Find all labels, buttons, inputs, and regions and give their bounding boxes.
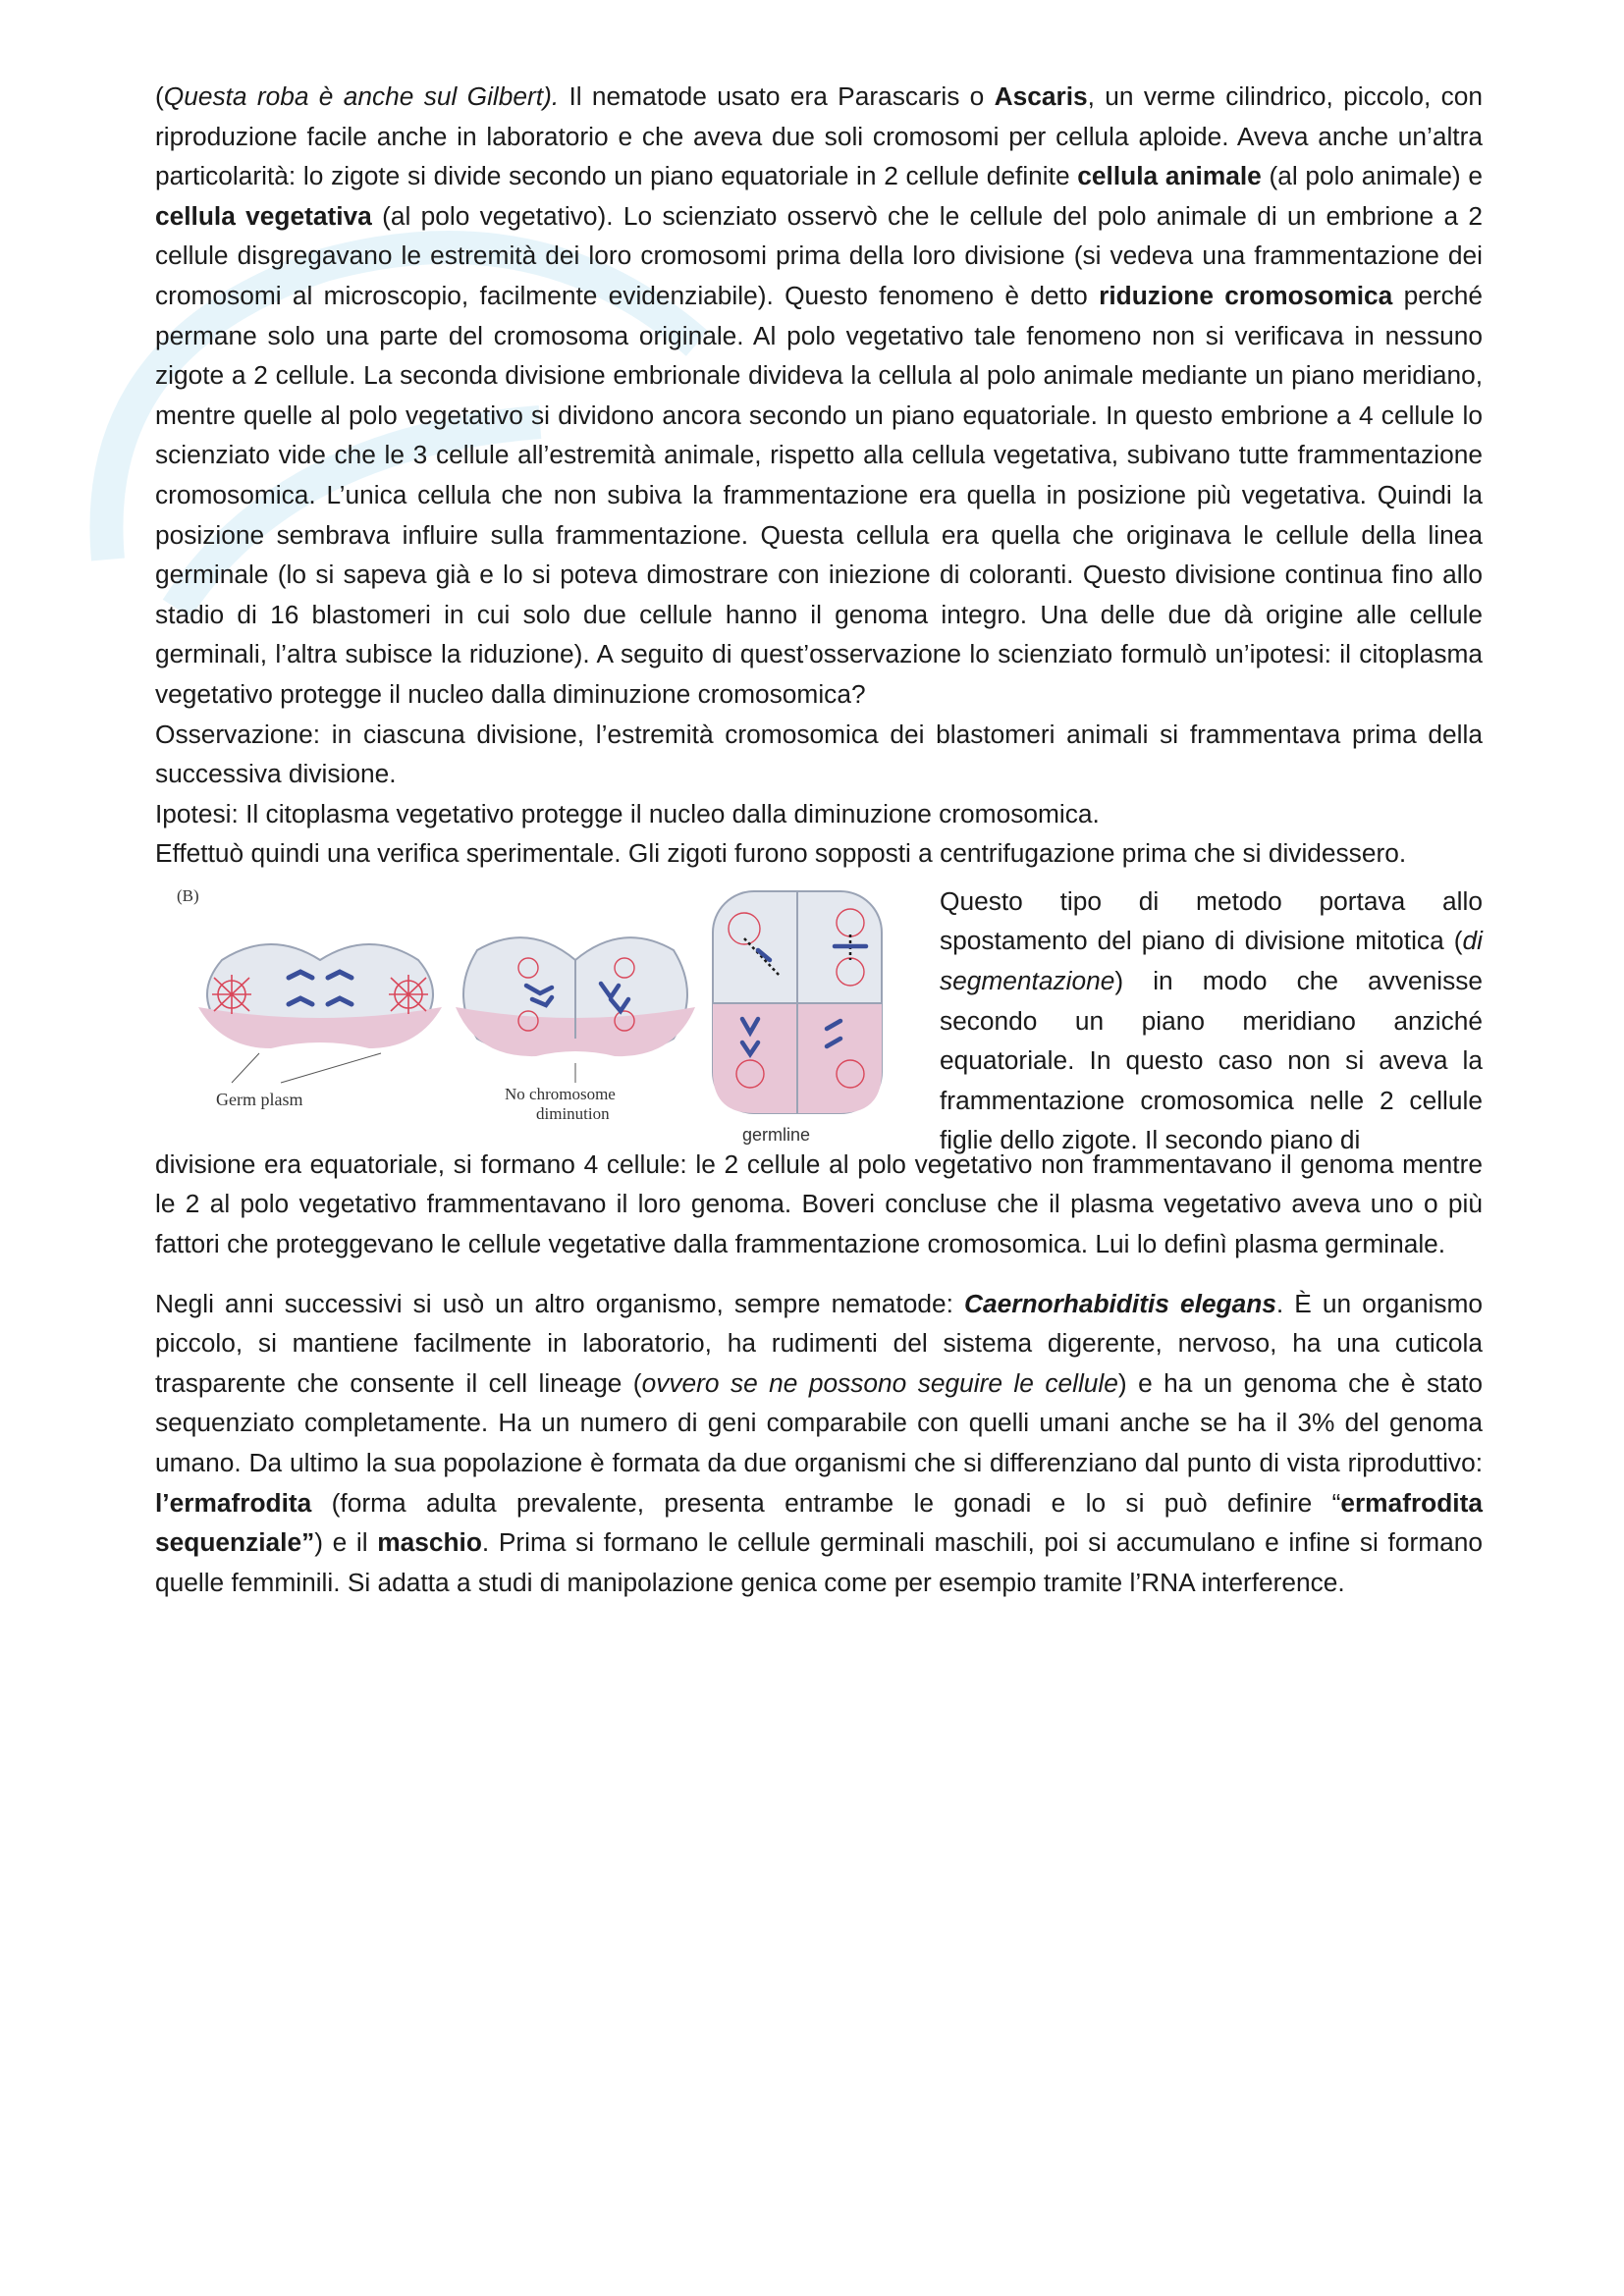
paragraph-ipotesi: Ipotesi: Il citoplasma vegetativo protegge il nucleo dalla diminuzione cromosomica.: [155, 798, 1100, 828]
figure-panel-label: (B): [177, 885, 199, 905]
zygote-diagram: [198, 944, 442, 1109]
label-germline: germline: [742, 1124, 811, 1145]
two-cell-diagram: [456, 937, 695, 1123]
figure-side-text: [940, 881, 1483, 1160]
paragraph-metodo: Questo tipo di metodo portava allo spostamento del piano di divisione mitotica (di segmentazione) in modo che avvenisse secondo un piano meridiano anziché equatoriale. In questo caso non si aveva la frammentazione cromosomica nelle 2 cellule figlie dello zigote. Il secondo piano di: [940, 885, 1483, 1155]
germ-plasm-figure: [163, 881, 890, 1145]
paragraph-ascaris: (Questa roba è anche sul Gilbert). Il nematode usato era Parascaris o Ascaris, un verme cilindrico, piccolo, con riproduzione facile anche in laboratorio e che aveva due soli cromosomi per cellula aploide. Aveva anche un’altra particolarità: lo zigote si divide secondo un piano equatoriale in 2 cellule definite cellula animale (al polo animale) e cellula vegetativa (al polo vegetativo). Lo scienziato osservò che le cellule del polo animale di un embrione a 2 cellule disgregavano le estremità dei loro cromosomi prima della loro divisione (si vedeva una frammentazione dei cromosomi al microscopio, facilmente evidenziabile). Questo fenomeno è detto riduzione cromosomica perché permane solo una parte del cromosoma originale. Al polo vegetativo tale fenomeno non si verificava in nessuno zigote a 2 cellule. La seconda divisione embrionale divideva la cellula al polo animale mediante un piano meridiano, mentre quelle al polo vegetativo si dividono ancora secondo un piano equatoriale. In questo embrione a 4 cellule lo scienziato vide che le 3 cellule all’estremità animale, rispetto alla cellula vegetativa, subivano tutte frammentazione cromosomica. L’unica cellula che non subiva la frammentazione era quella in posizione più vegetativa. Quindi la posizione sembrava influire sulla frammentazione. Questa cellula era quella che originava le cellule della linea germinale (lo si sapeva già e lo si poteva dimostrare con iniezione di coloranti. Questo divisione continua fino allo stadio di 16 blastomeri in cui solo due cellule hanno il genoma integro. Una delle due dà origine alle cellule germinali, l’altra subisce la riduzione). A seguito di quest’osservazione lo scienziato formulò un’ipotesi: il citoplasma vegetativo protegge il nucleo dalla diminuzione cromosomica?: [155, 81, 1484, 709]
paragraph-c-elegans: Negli anni successivi si usò un altro organismo, sempre nematode: Caernorhabiditis elegans. È un organismo piccolo, si mantiene facilmente in laboratorio, ha rudimenti del sistema digerente, nervoso, ha una cuticola trasparente che consente il cell lineage (ovvero se ne possono seguire le cellule) e ha un genoma che è stato sequenziato completamente. Ha un numero di geni comparabile con quelli umani anche se ha il 3% del genoma umano. Da ultimo la sua popolazione è formata da due organismi che si differenziano dal punto di vista riproduttivo: l’ermafrodita (forma adulta prevalente, presenta entrambe le gonadi e lo si può definire “ermafrodita sequenziale”) e il maschio. Prima si formano le cellule germinali maschili, poi si accumulano e infine si formano quelle femminili. Si adatta a studi di manipolazione genica come per esempio tramite l’RNA interference.: [155, 1288, 1483, 1597]
figure-row: [155, 881, 1483, 1155]
paragraph-verifica: Effettuò quindi una verifica sperimentale. Gli zigoti furono sopposti a centrifugazione prima che si dividessero.: [155, 838, 1407, 869]
label-no-chromosome-line2: diminution: [536, 1103, 610, 1123]
paragraph-osservazione: Osservazione: in ciascuna divisione, l’estremità cromosomica dei blastomeri animali si frammentava prima della successiva divisione.: [155, 719, 1483, 789]
paragraph-boveri: divisione era equatoriale, si formano 4 cellule: le 2 cellule al polo vegetativo non frammentavano il genoma mentre le 2 al polo vegetativo frammentavano il loro genoma. Boveri concluse che il plasma vegetativo aveva uno o più fattori che proteggevano le cellule vegetative dalla frammentazione cromosomica. Lui lo definì plasma germinale.: [155, 1148, 1483, 1259]
document-page: [155, 77, 1483, 1602]
four-cell-diagram: [713, 891, 882, 1145]
label-germ-plasm: Germ plasm: [216, 1089, 303, 1109]
label-no-chromosome-line1: No chromosome: [505, 1084, 616, 1103]
